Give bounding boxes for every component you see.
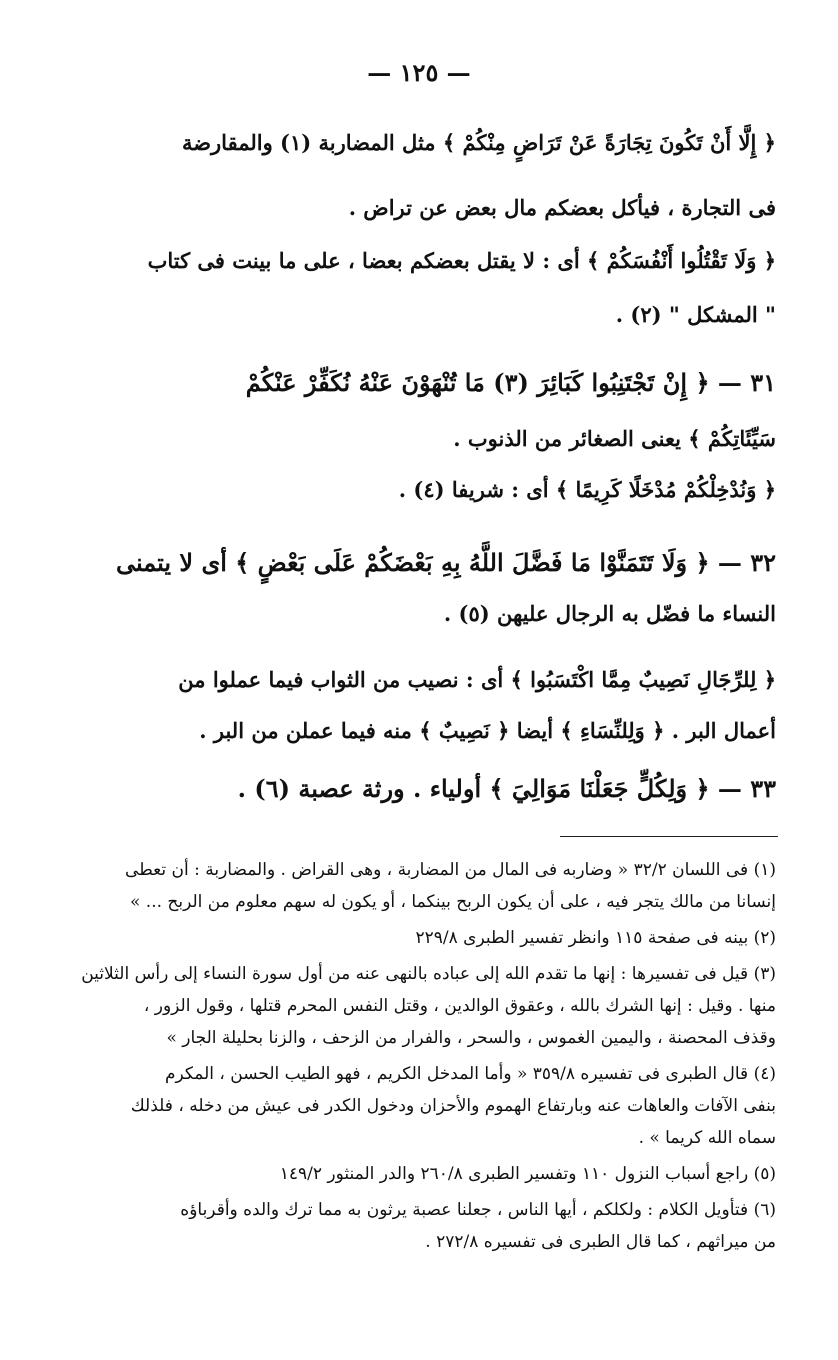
body-line-4: " المشكل " (٢) .: [615, 302, 776, 327]
footnote-3-line-1: (٣) قيل فى تفسيرها : إنها ما تقدم الله إلى عباده بالنهى عنه من أول سورة النساء إلى رأس الثلاثين: [81, 964, 776, 984]
footnote-5: (٥) راجع أسباب النزول ١١٠ وتفسير الطبرى ٢٦٠/٨ والدر المنثور ١٤٩/٢: [279, 1164, 776, 1184]
verse-31-line-3: ﴿ وَنُدْخِلْكُمْ مُدْخَلًا كَرِيمًا ﴾ أى : شريفا (٤) .: [398, 477, 776, 502]
footnote-6-line-1: (٦) فتأويل الكلام : ولكلكم ، أيها الناس ، جعلنا عصبة يرثون به مما ترك والده وأقرباؤه: [180, 1200, 776, 1220]
footnote-6-line-2: من ميراثهم ، كما قال الطبرى فى تفسيره ٢٧٢/٨ .: [425, 1232, 776, 1252]
verse-31-line-1: ٣١ — ﴿ إِنْ تَجْتَنِبُوا كَبَائِرَ (٣) مَا تُنْهَوْنَ عَنْهُ نُكَفِّرْ عَنْكُمْ: [245, 368, 776, 397]
footnote-4-line-3: سماه الله كريما » .: [638, 1128, 776, 1148]
footnote-3-line-2: منها . وقيل : إنها الشرك بالله ، وعقوق الوالدين ، وقتل النفس المحرم قتلها ، وقول الزور ،: [143, 996, 776, 1016]
body-line-3: ﴿ وَلَا تَقْتُلُوا أَنْفُسَكُمْ ﴾ أى : لا يقتل بعضكم بعضا ، على ما بينت فى كتاب: [147, 248, 776, 273]
footnote-1-line-2: إنسانا من مالك يتجر فيه ، على أن يكون الربح بينكما ، أو يكون له سهم معلوم من الربح ... »: [130, 892, 776, 912]
footnote-1-line-1: (١) فى اللسان ٣٢/٢ « وضاربه فى المال من المضاربة ، وهى القراض . والمضاربة : أن تعطى: [125, 860, 776, 880]
body-line-2: فى التجارة ، فيأكل بعضكم مال بعض عن تراض .: [348, 195, 776, 220]
verse-31-line-2: سَيِّئَاتِكُمْ ﴾ يعنى الصغائر من الذنوب .: [453, 426, 776, 451]
verse-32-line-2: النساء ما فضّل به الرجال عليهن (٥) .: [443, 601, 776, 626]
footnote-4-line-1: (٤) قال الطبرى فى تفسيره ٣٥٩/٨ « وأما المدخل الكريم ، فهو الطيب الحسن ، المكرم: [164, 1064, 776, 1084]
footnote-3-line-3: وقذف المحصنة ، واليمين الغموس ، والسحر ، والفرار من الزحف ، والزنا بحليلة الجار »: [166, 1028, 776, 1048]
footnote-separator: [560, 836, 778, 837]
footnote-2: (٢) بينه فى صفحة ١١٥ وانظر تفسير الطبرى ٢٢٩/٨: [415, 928, 776, 948]
footnote-4-line-2: بنفى الآفات والعاهات عنه وبارتفاع الهموم والأحزان ودخول الكدر فى عيش من دخله ، فلذلك: [130, 1096, 776, 1116]
verse-32-line-3: ﴿ لِلرِّجَالِ نَصِيبٌ مِمَّا اكْتَسَبُوا ﴾ أى : نصيب من الثواب فيما عملوا من: [178, 667, 776, 692]
verse-32-line-4: أعمال البر . ﴿ وَلِلنِّسَاءِ ﴾ أيضا ﴿ نَصِيبٌ ﴾ منه فيما عملن من البر .: [199, 718, 776, 743]
verse-32-line-1: ٣٢ — ﴿ وَلَا تَتَمَنَّوْا مَا فَضَّلَ اللَّهُ بِهِ بَعْضَكُمْ عَلَى بَعْضٍ ﴾ أى لا يتمنى: [116, 548, 776, 577]
verse-33-line-1: ٣٣ — ﴿ وَلِكُلٍّ جَعَلْنَا مَوَالِيَ ﴾ أولياء . ورثة عصبة (٦) .: [237, 774, 776, 803]
body-line-1: ﴿ إِلَّا أَنْ تَكُونَ تِجَارَةً عَنْ تَرَاضٍ مِنْكُمْ ﴾ مثل المضاربة (١) والمقارضة: [181, 130, 776, 155]
page-number: — ١٢٥ —: [367, 58, 471, 87]
